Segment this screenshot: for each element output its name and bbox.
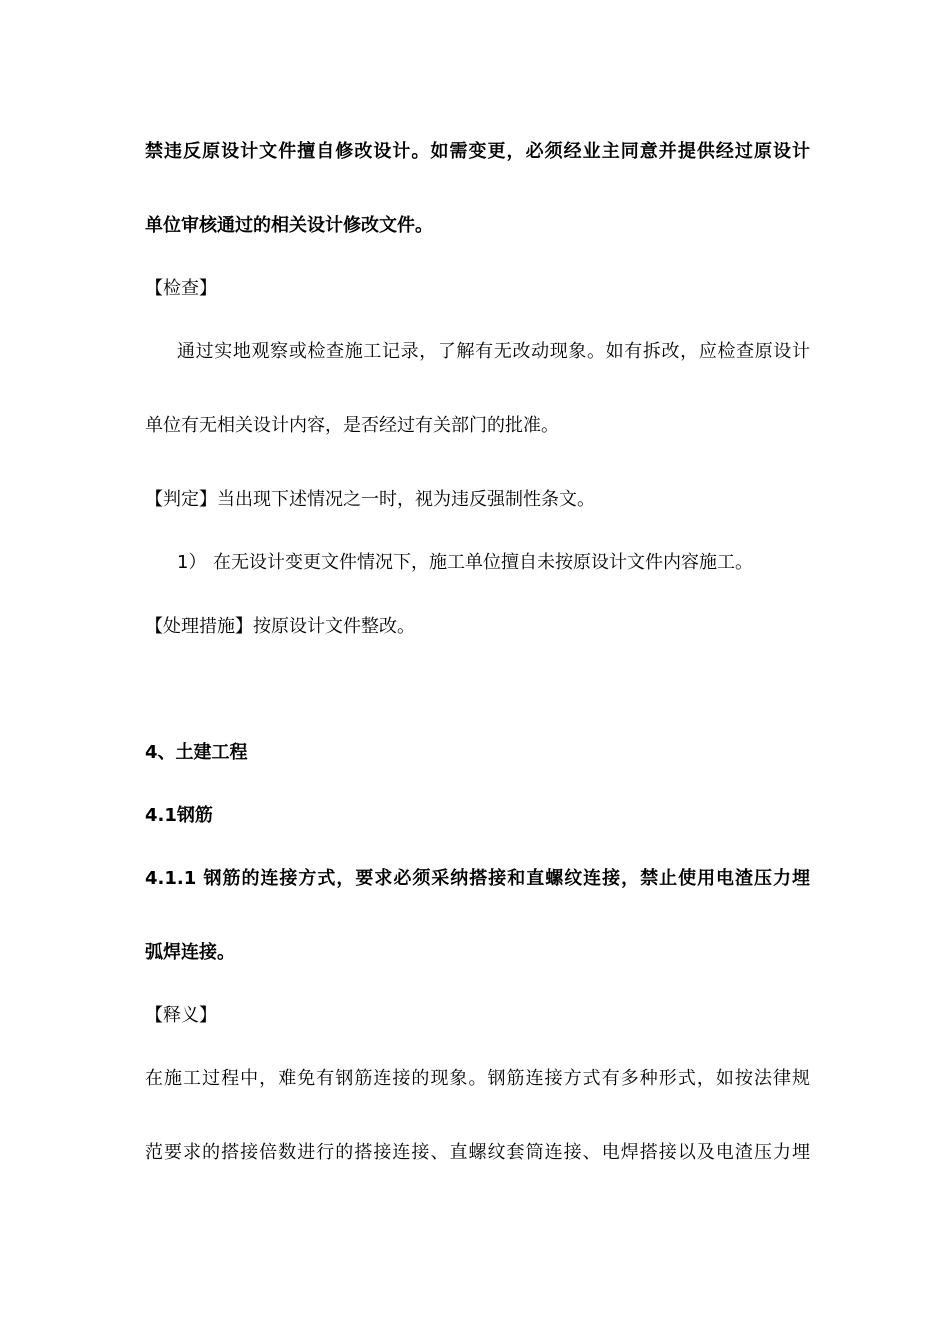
- paragraph-line: 禁违反原设计文件擅自修改设计。如需变更，必须经业主同意并提供经过原设计: [145, 141, 810, 162]
- section-heading-explain: 【释义】: [145, 1005, 217, 1026]
- section-heading-4: 4、土建工程: [145, 742, 248, 763]
- paragraph-line: 范要求的搭接倍数进行的搭接连接、直螺纹套筒连接、电焊搭接以及电渣压力埋: [145, 1142, 810, 1163]
- rule-line: 弧焊连接。: [145, 942, 235, 963]
- paragraph-line: 通过实地观察或检查施工记录，了解有无改动现象。如有拆改，应检查原设计: [177, 341, 810, 362]
- paragraph-line: 单位审核通过的相关设计修改文件。: [145, 215, 433, 236]
- rule-line: 4.1.1 钢筋的连接方式，要求必须采纳搭接和直螺纹连接，禁止使用电渣压力埋: [145, 868, 810, 889]
- paragraph-line: 在施工过程中，难免有钢筋连接的现象。钢筋连接方式有多种形式，如按法律规: [145, 1068, 810, 1089]
- measure-line: 【处理措施】按原设计文件整改。: [145, 616, 415, 637]
- section-heading-check: 【检查】: [145, 278, 217, 299]
- list-item: [177, 551, 810, 575]
- judgement-line: 【判定】当出现下述情况之一时，视为违反强制性条文。: [145, 489, 595, 510]
- list-item-text: 在无设计变更文件情况下，施工单位擅自未按原设计文件内容施工。: [213, 552, 753, 573]
- section-heading-4-1: 4.1钢筋: [145, 805, 213, 826]
- list-item-number: 1）: [177, 552, 207, 573]
- paragraph-line: 单位有无相关设计内容，是否经过有关部门的批准。: [145, 415, 559, 436]
